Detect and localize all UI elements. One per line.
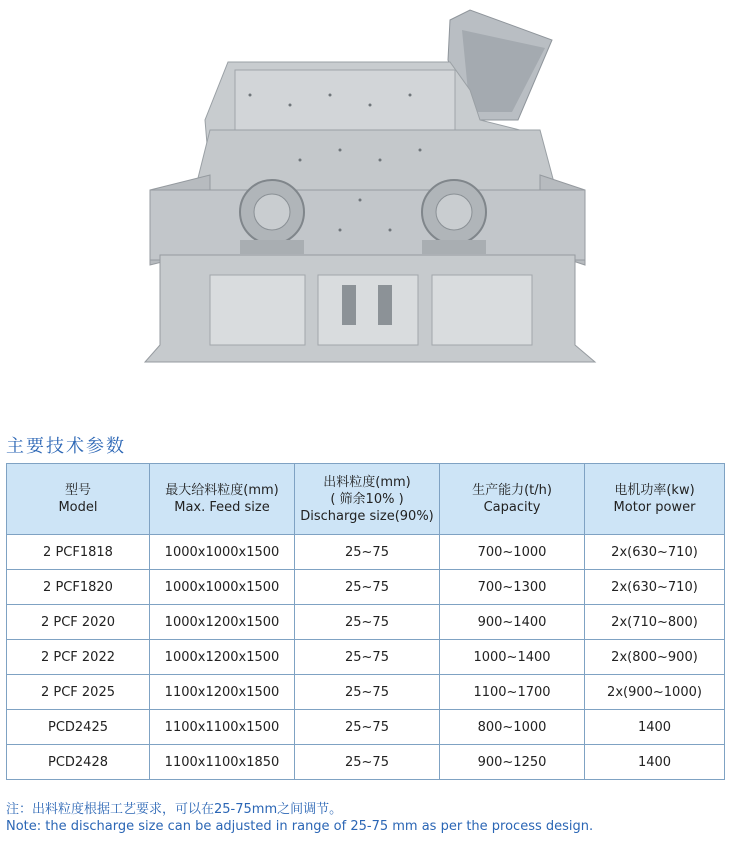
cell-capacity: 900~1250 — [440, 745, 585, 780]
table-row — [7, 605, 725, 640]
cell-capacity: 900~1400 — [440, 605, 585, 640]
table-row — [7, 640, 725, 675]
table-row — [7, 745, 725, 780]
cell-feed-size: 1100x1100x1850 — [150, 745, 295, 780]
cell-capacity: 800~1000 — [440, 710, 585, 745]
cell-discharge-size: 25~75 — [295, 745, 440, 780]
header-feed-size: 最大给料粒度(mm) Max. Feed size — [150, 464, 295, 535]
cell-motor-power: 2x(800~900) — [585, 640, 725, 675]
cell-motor-power: 2x(900~1000) — [585, 675, 725, 710]
note-english: Note: the discharge size can be adjusted in range of 25-75 mm as per the process design. — [6, 819, 594, 834]
table-header-row — [7, 464, 725, 535]
note-chinese: 注：出料粒度根据工艺要求，可以在25-75mm之间调节。 — [6, 802, 343, 817]
cell-feed-size: 1100x1100x1500 — [150, 710, 295, 745]
table-row — [7, 675, 725, 710]
cell-feed-size: 1000x1200x1500 — [150, 640, 295, 675]
header-motor-power: 电机功率(kw) Motor power — [585, 464, 725, 535]
cell-capacity: 1000~1400 — [440, 640, 585, 675]
table-row — [7, 570, 725, 605]
cell-model: 2 PCF1820 — [7, 570, 150, 605]
cell-motor-power: 2x(630~710) — [585, 535, 725, 570]
cell-model: PCD2428 — [7, 745, 150, 780]
section-title: 主要技术参数 — [6, 436, 126, 457]
cell-model: 2 PCF1818 — [7, 535, 150, 570]
crusher-machine-image — [0, 0, 730, 400]
cell-model: PCD2425 — [7, 710, 150, 745]
specs-table — [6, 463, 725, 780]
cell-motor-power: 1400 — [585, 710, 725, 745]
cell-motor-power: 2x(710~800) — [585, 605, 725, 640]
cell-discharge-size: 25~75 — [295, 675, 440, 710]
cell-discharge-size: 25~75 — [295, 535, 440, 570]
header-capacity: 生产能力(t/h) Capacity — [440, 464, 585, 535]
cell-model: 2 PCF 2025 — [7, 675, 150, 710]
cell-motor-power: 2x(630~710) — [585, 570, 725, 605]
header-discharge-size: 出料粒度(mm) ( 筛余10% ) Discharge size(90%) — [295, 464, 440, 535]
cell-capacity: 1100~1700 — [440, 675, 585, 710]
cell-motor-power: 1400 — [585, 745, 725, 780]
cell-feed-size: 1000x1000x1500 — [150, 570, 295, 605]
header-model: 型号 Model — [7, 464, 150, 535]
cell-capacity: 700~1300 — [440, 570, 585, 605]
cell-model: 2 PCF 2020 — [7, 605, 150, 640]
cell-feed-size: 1100x1200x1500 — [150, 675, 295, 710]
table-row — [7, 710, 725, 745]
cell-capacity: 700~1000 — [440, 535, 585, 570]
cell-feed-size: 1000x1000x1500 — [150, 535, 295, 570]
cell-discharge-size: 25~75 — [295, 710, 440, 745]
cell-discharge-size: 25~75 — [295, 605, 440, 640]
table-row — [7, 535, 725, 570]
cell-discharge-size: 25~75 — [295, 570, 440, 605]
cell-feed-size: 1000x1200x1500 — [150, 605, 295, 640]
cell-discharge-size: 25~75 — [295, 640, 440, 675]
cell-model: 2 PCF 2022 — [7, 640, 150, 675]
